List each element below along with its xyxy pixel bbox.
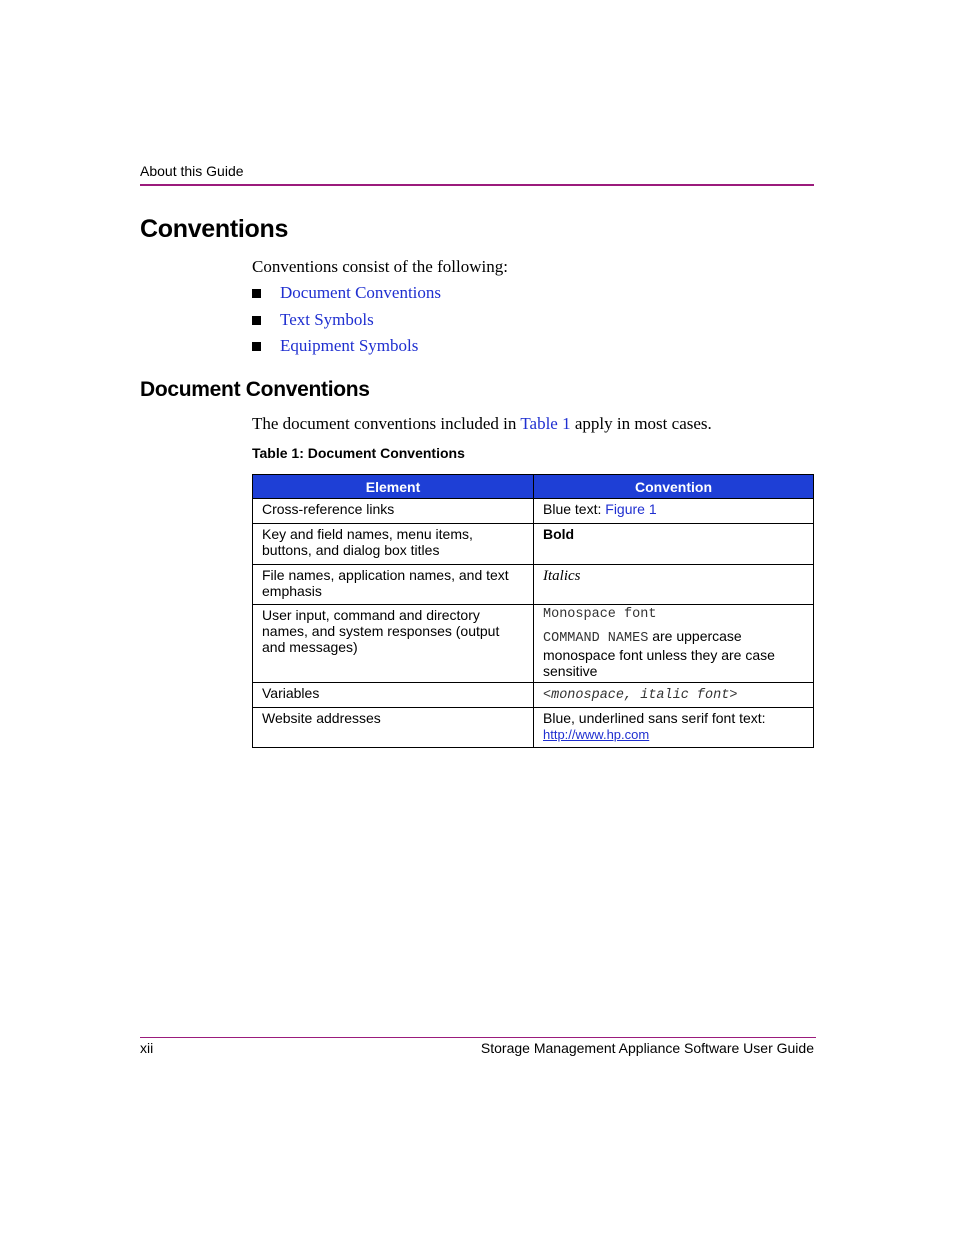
list-item xyxy=(252,336,441,363)
table-intro-text-end: apply in most cases. xyxy=(570,414,712,433)
monospace-sample: Monospace font xyxy=(543,607,657,622)
section-title: Conventions xyxy=(140,215,289,243)
list-item xyxy=(252,283,441,310)
column-header-element: Element xyxy=(253,475,534,499)
square-bullet-icon xyxy=(252,316,261,325)
link-table-1[interactable]: Table 1 xyxy=(520,414,571,433)
square-bullet-icon xyxy=(252,342,261,351)
link-equipment-symbols[interactable]: Equipment Symbols xyxy=(280,336,419,355)
cell-convention xyxy=(534,524,814,565)
link-figure-1[interactable]: Figure 1 xyxy=(605,501,657,517)
conventions-list xyxy=(252,283,441,363)
table-row xyxy=(253,708,814,748)
command-names-sample: COMMAND NAMES xyxy=(543,631,649,646)
table-intro xyxy=(252,414,712,434)
table-row xyxy=(253,499,814,524)
list-item xyxy=(252,310,441,337)
cell-element: Variables xyxy=(253,683,534,708)
running-header: About this Guide xyxy=(140,163,244,179)
italics-sample: Italics xyxy=(543,568,581,584)
convention-text: are uppercase monospace font unless they are case sensitive xyxy=(543,628,775,679)
convention-text: Blue text: xyxy=(543,501,606,517)
table-row xyxy=(253,565,814,605)
link-document-conventions[interactable]: Document Conventions xyxy=(280,283,442,302)
cell-convention xyxy=(534,708,814,748)
book-title: Storage Management Appliance Software User Guide xyxy=(480,1040,814,1056)
cell-element: User input, command and directory names, and system responses (output and messages) xyxy=(253,605,534,683)
table-intro-text: The document conventions included in xyxy=(252,414,521,433)
table-row xyxy=(253,524,814,565)
cell-convention xyxy=(534,565,814,605)
footer-rule xyxy=(140,1037,816,1038)
conventions-table xyxy=(252,474,814,748)
table-header-row xyxy=(253,475,814,499)
cell-convention xyxy=(534,499,814,524)
cell-element: Website addresses xyxy=(253,708,534,748)
subsection-title: Document Conventions xyxy=(140,378,370,401)
table-caption: Table 1: Document Conventions xyxy=(252,445,465,461)
link-text-symbols[interactable]: Text Symbols xyxy=(280,309,374,329)
convention-text: Blue, underlined sans serif font text: xyxy=(543,710,766,726)
cell-element: Key and field names, menu items, buttons, and dialog box titles xyxy=(253,524,534,565)
cell-element: File names, application names, and text emphasis xyxy=(253,565,534,605)
cell-convention xyxy=(534,683,814,708)
variable-sample: <monospace, italic font> xyxy=(543,688,738,703)
header-rule xyxy=(140,184,814,186)
bold-sample: Bold xyxy=(543,526,575,542)
link-hp-website[interactable]: http://www.hp.com xyxy=(543,727,650,742)
section-intro: Conventions consist of the following: xyxy=(252,257,508,276)
column-header-convention: Convention xyxy=(534,475,814,499)
cell-element: Cross-reference links xyxy=(253,499,534,524)
page-number: xii xyxy=(140,1040,154,1056)
table-row xyxy=(253,683,814,708)
table-row xyxy=(253,605,814,683)
square-bullet-icon xyxy=(252,289,261,298)
cell-convention xyxy=(534,605,814,683)
